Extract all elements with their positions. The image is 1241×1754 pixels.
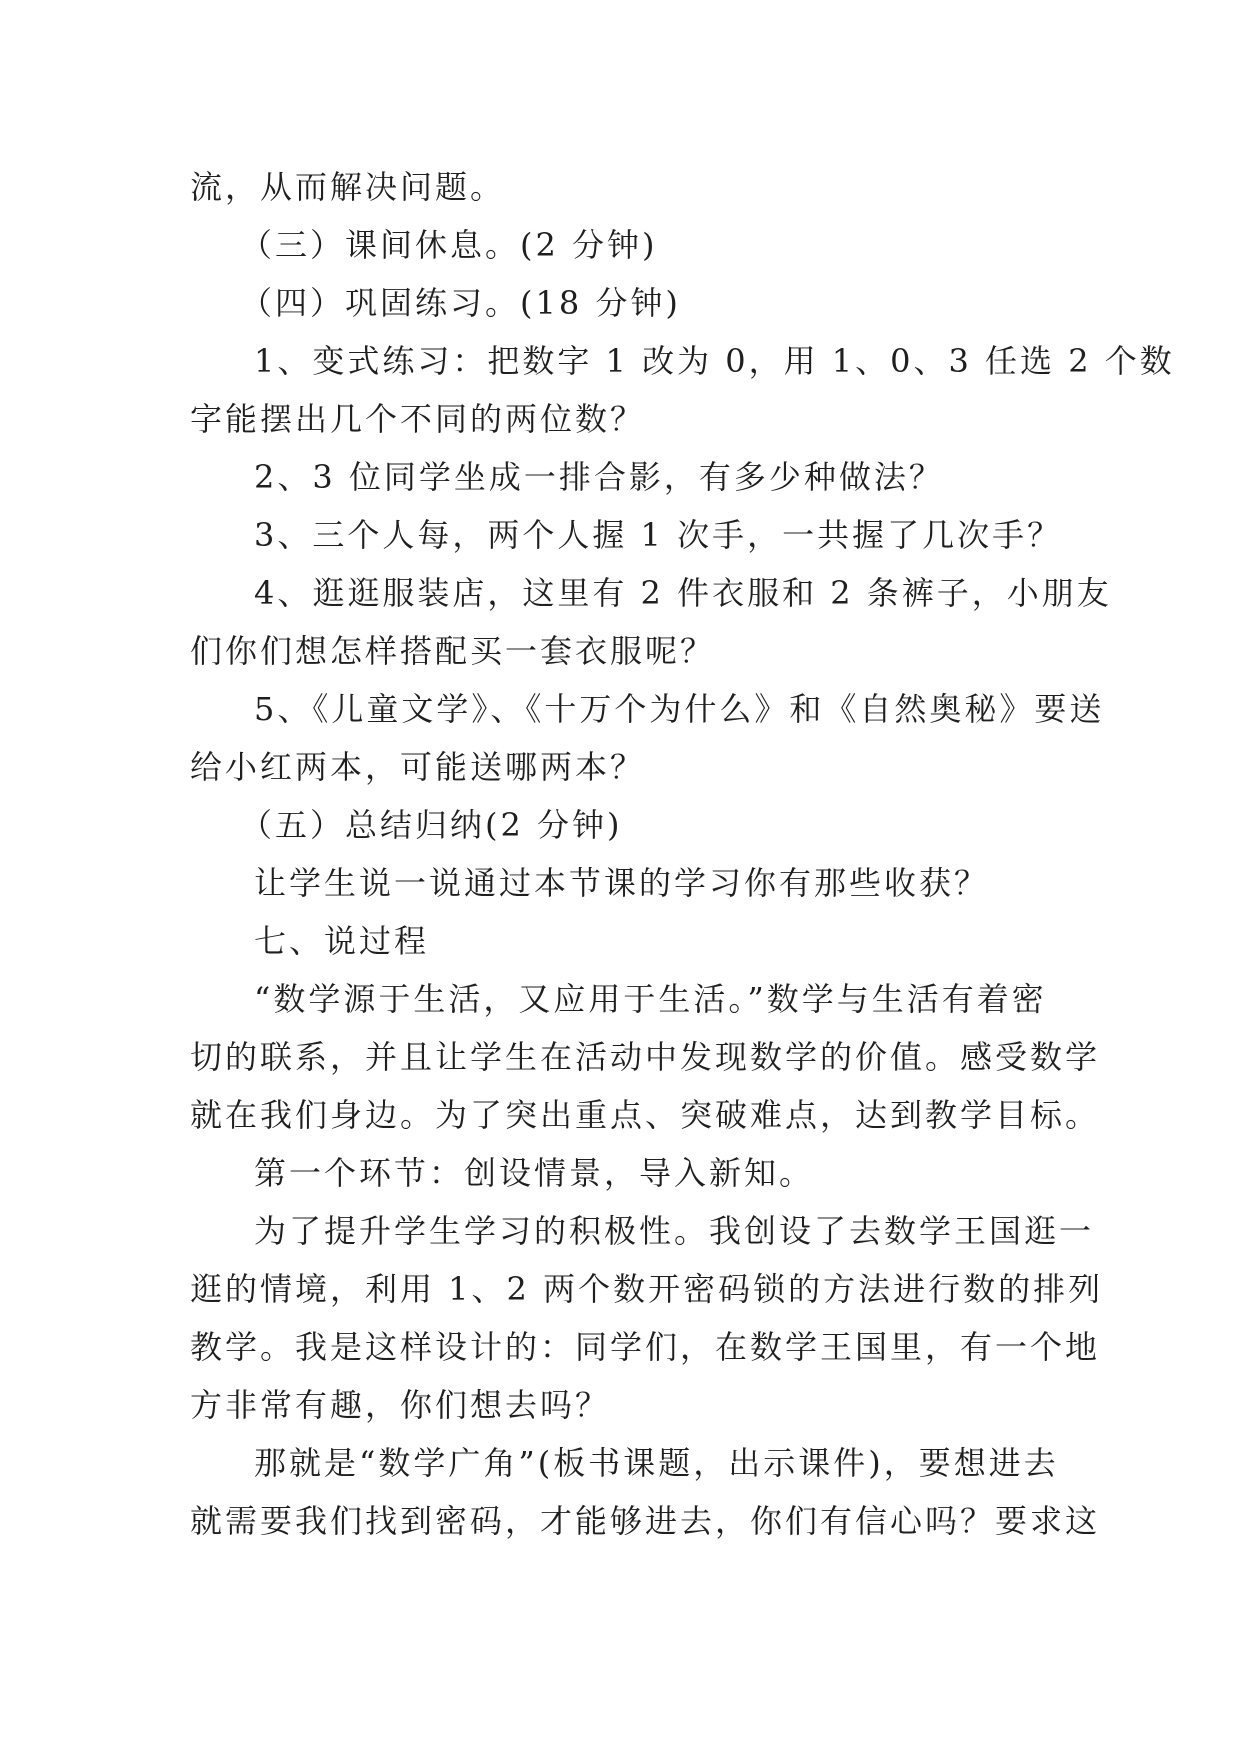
section-heading-summary: （五）总结归纳(2 分钟): [240, 806, 623, 844]
text-line-7: 3、三个人每，两个人握 1 次手，一共握了几次手？: [254, 516, 1063, 554]
text-line-4: 1、变式练习：把数字 1 改为 0，用 1、0、3 任选 2 个数: [254, 342, 1175, 380]
text-line-13: 让学生说一说通过本节课的学习你有那些收获？: [254, 864, 990, 902]
text-line-9: 们你们想怎样搭配买一套衣服呢？: [190, 632, 716, 670]
text-line-15: “数学源于生活，又应用于生活。”数学与生活有着密: [254, 980, 1047, 1018]
text-line-24: 就需要我们找到密码，才能够进去，你们有信心吗？要求这: [190, 1502, 1101, 1540]
text-line-11: 给小红两本，可能送哪两本？: [190, 748, 646, 786]
section-heading-practice: （四）巩固练习。(18 分钟): [240, 284, 681, 322]
text-line-18: 第一个环节：创设情景，导入新知。: [254, 1154, 815, 1192]
text-line-5: 字能摆出几个不同的两位数？: [190, 400, 646, 438]
text-line-17: 就在我们身边。为了突出重点、突破难点，达到教学目标。: [190, 1096, 1101, 1134]
text-line-21: 教学。我是这样设计的：同学们，在数学王国里，有一个地: [190, 1328, 1101, 1366]
text-line-23: 那就是“数学广角”(板书课题，出示课件)，要想进去: [254, 1444, 1059, 1482]
text-line-8: 4、逛逛服装店，这里有 2 件衣服和 2 条裤子，小朋友: [254, 574, 1112, 612]
text-line-16: 切的联系，并且让学生在活动中发现数学的价值。感受数学: [190, 1038, 1101, 1076]
text-line-6: 2、3 位同学坐成一排合影，有多少种做法？: [254, 458, 944, 496]
text-line-1: 流，从而解决问题。: [190, 168, 506, 206]
text-line-10: 5、《儿童文学》、《十万个为什么》和《自然奥秘》要送: [254, 690, 1105, 728]
text-line-20: 逛的情境，利用 1、2 两个数开密码锁的方法进行数的排列: [190, 1270, 1104, 1308]
section-heading-rest: （三）课间休息。(2 分钟): [240, 226, 658, 264]
section-heading-process: 七、说过程: [254, 922, 430, 960]
text-line-19: 为了提升学生学习的积极性。我创设了去数学王国逛一: [254, 1212, 1095, 1250]
text-line-22: 方非常有趣，你们想去吗？: [190, 1386, 611, 1424]
